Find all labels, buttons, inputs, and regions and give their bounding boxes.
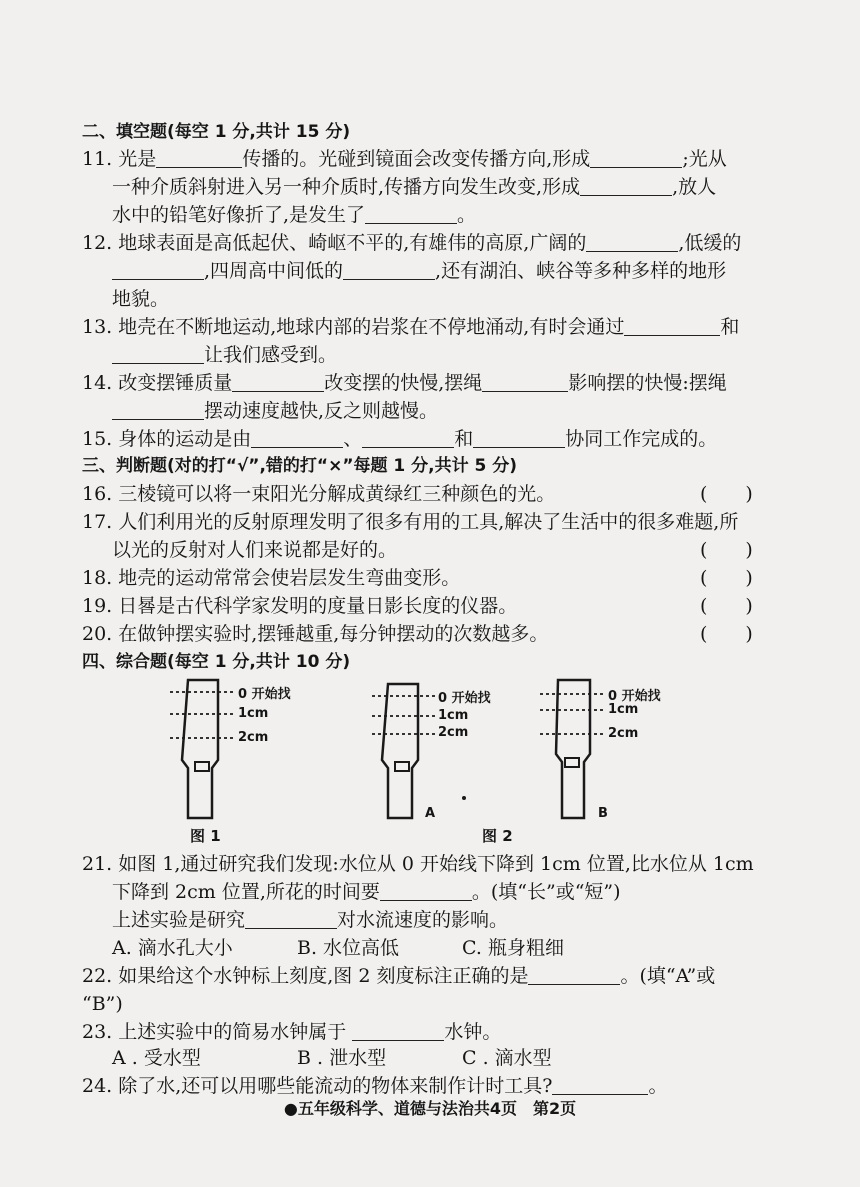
answer-blank[interactable]	[245, 908, 337, 929]
figure-2-caption: 图 2	[482, 827, 513, 845]
question-16: 16. 三棱镜可以将一束阳光分解成黄绿红三种颜色的光。	[82, 483, 556, 505]
question-14-line-2: 摆动速度越快,反之则越慢。	[112, 397, 802, 425]
question-12-line-1: 12. 地球表面是高低起伏、崎岖不平的,有雄伟的高原,广阔的 ,低缓的	[82, 232, 742, 254]
bottle-b-label: B	[598, 806, 608, 821]
question-21-line-3: 上述实验是研究 对水流速度的影响。	[112, 909, 509, 931]
answer-parentheses[interactable]: ( )	[700, 567, 753, 589]
answer-blank[interactable]	[473, 427, 565, 448]
answer-blank[interactable]	[586, 231, 678, 252]
answer-blank[interactable]	[580, 175, 672, 196]
question-23-line-1: 23. 上述实验中的简易水钟属于 水钟。	[82, 1021, 502, 1043]
bottle-b	[556, 680, 590, 818]
question-22-line-2: “B”)	[82, 993, 123, 1015]
answer-blank[interactable]	[590, 147, 682, 168]
question-13-line-1: 13. 地壳在不断地运动,地球内部的岩浆在不停地涌动,有时会通过 和	[82, 316, 740, 338]
answer-blank[interactable]	[251, 427, 343, 448]
option-c[interactable]: C. 瓶身粗细	[462, 937, 564, 959]
answer-blank[interactable]	[365, 203, 457, 224]
option-b[interactable]: B. 水位高低	[297, 937, 400, 959]
answer-blank[interactable]	[156, 147, 242, 168]
question-23-options	[112, 1044, 802, 1072]
option-a[interactable]: A. 滴水孔大小	[112, 937, 233, 959]
answer-blank[interactable]	[343, 259, 435, 280]
tick-label-zero: 0 开始找	[438, 691, 491, 706]
question-21-line-2: 下降到 2cm 位置,所花的时间要 。(填“长”或“短”)	[112, 881, 621, 903]
answer-blank[interactable]	[362, 427, 454, 448]
question-19: 19. 日晷是古代科学家发明的度量日影长度的仪器。	[82, 595, 518, 617]
bottle-a	[382, 684, 418, 818]
answer-blank[interactable]	[112, 343, 204, 364]
question-12-line-2: ,四周高中间低的 ,还有湖泊、峡谷等多种多样的地形	[112, 257, 802, 285]
option-a[interactable]: A . 受水型	[112, 1047, 201, 1069]
question-11-line-2: 一种介质斜射进入另一种介质时,传播方向发生改变,形成 ,放人	[112, 176, 717, 198]
answer-blank[interactable]	[528, 964, 620, 985]
bottle-1	[182, 680, 218, 818]
question-14-line-1: 14. 改变摆锤质量 改变摆的快慢,摆绳 影响摆的快慢:摆绳	[82, 372, 727, 394]
answer-parentheses[interactable]: ( )	[700, 623, 753, 645]
tick-label-1cm: 1cm	[238, 706, 269, 721]
answer-blank[interactable]	[232, 371, 324, 392]
answer-blank[interactable]	[380, 880, 472, 901]
tick-label-1cm: 1cm	[608, 702, 639, 717]
option-c[interactable]: C . 滴水型	[462, 1047, 552, 1069]
answer-blank[interactable]	[112, 399, 204, 420]
tick-label-zero: 0 开始找	[238, 687, 291, 702]
answer-parentheses[interactable]: ( )	[700, 539, 753, 561]
answer-parentheses[interactable]: ( )	[700, 483, 753, 505]
answer-blank[interactable]	[352, 1020, 444, 1041]
tick-label-2cm: 2cm	[608, 726, 639, 741]
question-20: 20. 在做钟摆实验时,摆锤越重,每分钟摆动的次数越多。	[82, 623, 549, 645]
question-11-line-1: 11. 光是 传播的。光碰到镜面会改变传播方向,形成 ;光从	[82, 148, 727, 170]
question-22-line-1: 22. 如果给这个水钟标上刻度,图 2 刻度标注正确的是 。(填“A”或	[82, 965, 716, 987]
tick-label-2cm: 2cm	[438, 725, 469, 740]
answer-parentheses[interactable]: ( )	[700, 595, 753, 617]
option-b[interactable]: B . 泄水型	[297, 1047, 387, 1069]
question-12-line-3: 地貌。	[112, 288, 170, 310]
tick-label-2cm: 2cm	[238, 730, 269, 745]
answer-blank[interactable]	[482, 371, 568, 392]
question-15-line-1: 15. 身体的运动是由 、 和 协同工作完成的。	[82, 428, 718, 450]
bottle-a-label: A	[425, 806, 436, 821]
question-11-line-3: 水中的铅笔好像折了,是发生了 。	[112, 204, 477, 226]
question-18: 18. 地壳的运动常常会使岩层发生弯曲变形。	[82, 567, 461, 589]
tick-label-1cm: 1cm	[438, 708, 469, 723]
figure-1-caption: 图 1	[190, 827, 221, 845]
question-21-line-1: 21. 如图 1,通过研究我们发现:水位从 0 开始线下降到 1cm 位置,比水位从 1cm	[82, 853, 754, 875]
question-17-line-1: 17. 人们利用光的反射原理发明了很多有用的工具,解决了生活中的很多难题,所	[82, 511, 739, 533]
answer-blank[interactable]	[112, 259, 204, 280]
section-3-heading: 三、判断题(对的打“√”,错的打“×”每题 1 分,共计 5 分)	[82, 456, 518, 476]
question-13-line-2: 让我们感受到。	[112, 341, 802, 369]
question-17-line-2: 以光的反射对人们来说都是好的。	[112, 539, 398, 561]
question-21-options	[112, 934, 802, 962]
question-24-line-1: 24. 除了水,还可以用哪些能流动的物体来制作计时工具? 。	[82, 1075, 668, 1097]
answer-blank[interactable]	[624, 315, 720, 336]
section-2-heading: 二、填空题(每空 1 分,共计 15 分)	[82, 122, 351, 142]
answer-blank[interactable]	[552, 1074, 648, 1095]
section-4-heading: 四、综合题(每空 1 分,共计 10 分)	[82, 652, 351, 672]
tick-label-zero: 0 开始找	[608, 689, 661, 704]
page-footer: ●五年级科学、道德与法治共4页 第2页	[283, 1099, 577, 1118]
